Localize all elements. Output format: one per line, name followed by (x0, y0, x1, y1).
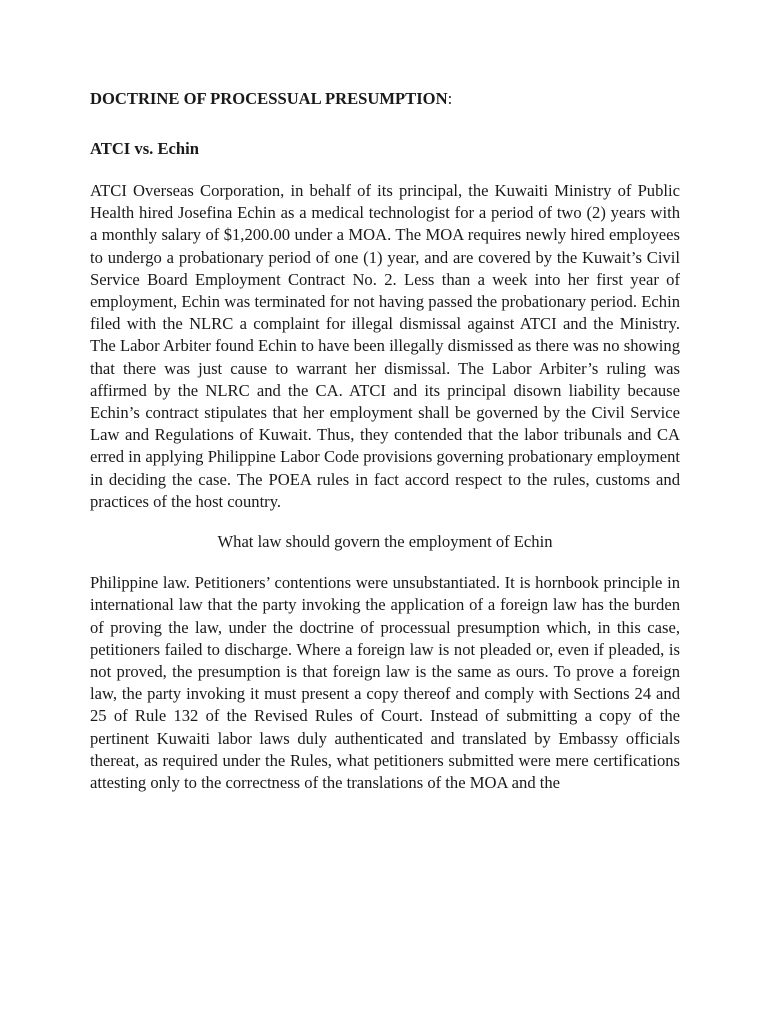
issue-question: What law should govern the employment of Echin (217, 532, 553, 552)
heading-text: DOCTRINE OF PROCESSUAL PRESUMPTION (90, 89, 448, 108)
case-title: ATCI vs. Echin (90, 139, 199, 158)
ruling-paragraph: Philippine law. Petitioners’ contentions were unsubstantiated. It is hornbook principle in international law that the party invoking the application of a foreign law has the burden of proving the law, under the doctrine of processual presumption which, in this case, petitioners failed to discharge. Where a foreign law is not pleaded or, even if pleaded, is not proved, the presumption is that foreign law is the same as ours. To prove a foreign law, the party invoking it must present a copy thereof and comply with Sections 24 and 25 of Rule 132 of the Revised Rules of Court. Instead of submitting a copy of the pertinent Kuwaiti labor laws duly authenticated and translated by Embassy officials thereat, as required under the Rules, what petitioners submitted were mere certifications attesting only to the correctness of the translations of the MOA and the (90, 573, 680, 793)
document-heading (90, 88, 680, 110)
facts-paragraph: ATCI Overseas Corporation, in behalf of its principal, the Kuwaiti Ministry of Public Health hired Josefina Echin as a medical technologist for a period of two (2) years with a monthly salary of $1,200.00 under a MOA. The MOA requires newly hired employees to undergo a probationary period of one (1) year, and are covered by the Kuwait’s Civil Service Board Employment Contract No. 2. Less than a week into her first year of employment, Echin was terminated for not having passed the probationary period. Echin filed with the NLRC a complaint for illegal dismissal against ATCI and the Ministry. The Labor Arbiter found Echin to have been illegally dismissed as there was no showing that there was just cause to warrant her dismissal. The Labor Arbiter’s ruling was affirmed by the NLRC and the CA. ATCI and its principal disown liability because Echin’s contract stipulates that her employment shall be governed by the Civil Service Law and Regulations of Kuwait. Thus, they contended that the labor tribunals and CA erred in applying Philippine Labor Code provisions governing probationary employment in deciding the case. The POEA rules in fact accord respect to the rules, customs and practices of the host country. (90, 181, 680, 511)
heading-colon: : (447, 89, 453, 108)
document-page (90, 88, 680, 794)
